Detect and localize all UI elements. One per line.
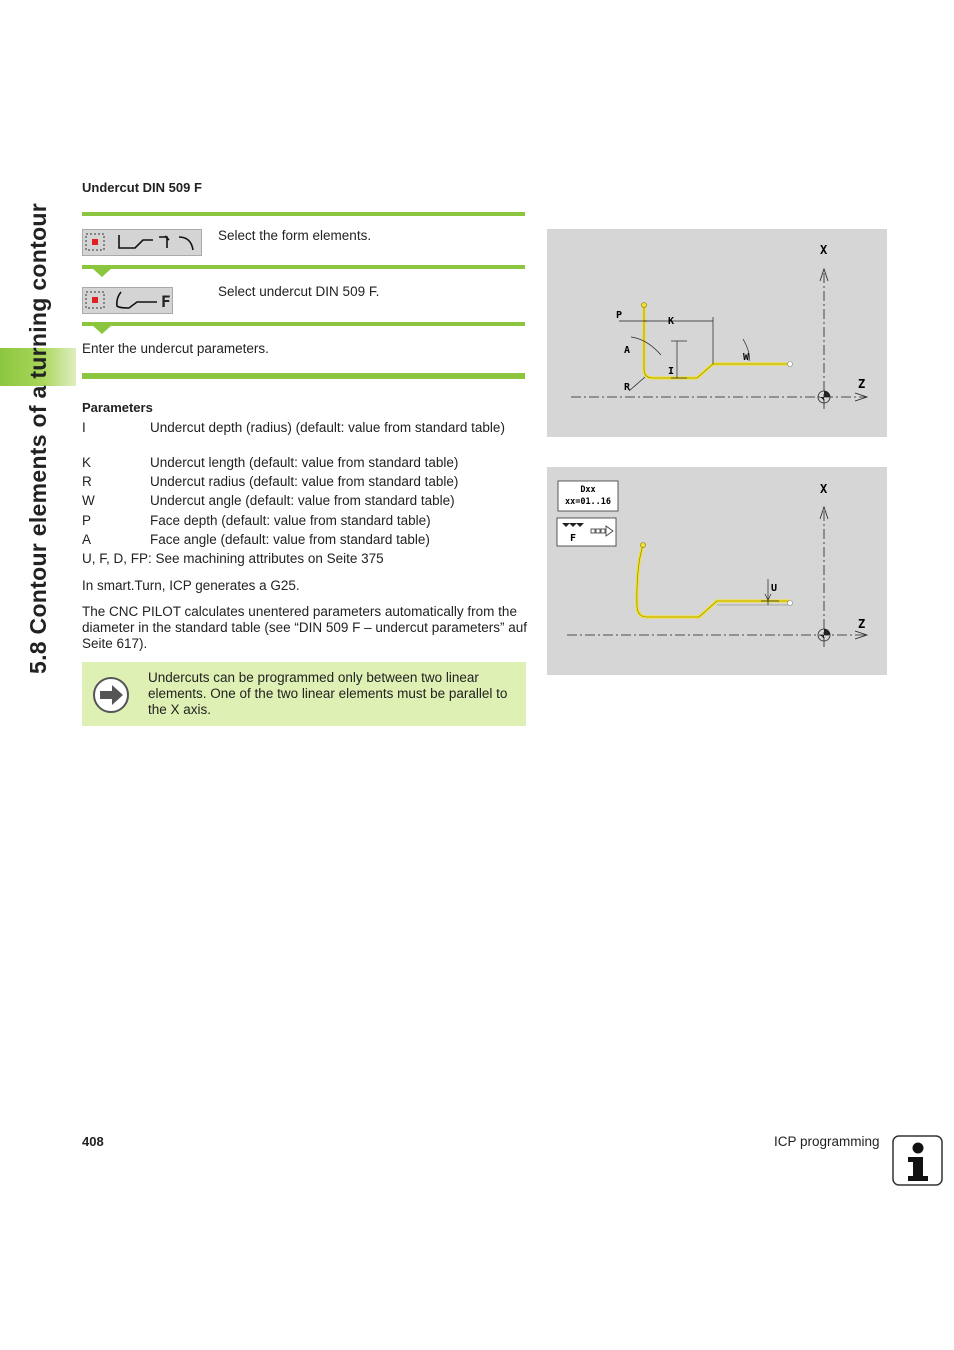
dxx-label: Dxx — [580, 485, 596, 495]
dim-label-i: I — [668, 366, 675, 377]
dim-label-u: U — [771, 583, 778, 594]
parameter-key: A — [82, 532, 92, 547]
parameter-key: I — [82, 420, 86, 435]
parameter-desc: Undercut length (default: value from standard table) — [150, 455, 459, 470]
undercut-figure-1 — [547, 229, 887, 437]
info-icon — [892, 1135, 943, 1186]
parameter-key: P — [82, 513, 92, 528]
axis-z-label: Z — [858, 377, 866, 391]
chapter-title: 5.8 Contour elements of a turning contour — [25, 202, 52, 674]
form-elements-softkey-icon — [83, 230, 201, 255]
note-box — [82, 662, 526, 726]
paragraph: The CNC PILOT calculates unentered parameters automatically from the diameter in the standard table (see “DIN 509 F – undercut parameters” auf Seite 617). — [82, 604, 527, 651]
undercut-figure-2 — [547, 467, 887, 675]
undercut-din509f-softkey-icon — [83, 288, 172, 313]
step-divider — [82, 322, 525, 326]
dxx-range-label: xx=01..16 — [564, 497, 612, 507]
parameter-desc: Face angle (default: value from standard table) — [150, 532, 430, 547]
undercut-figure-1-drawing — [547, 229, 887, 437]
arrow-right-icon — [92, 676, 130, 714]
step-1-text: Select the form elements. — [218, 228, 372, 243]
dim-label-p: P — [616, 310, 623, 321]
note-text: Undercuts can be programmed only between two linear elements. One of the two linear elements must be parallel to the X axis. — [148, 670, 508, 717]
step-arrow — [92, 268, 112, 277]
parameter-key: K — [82, 455, 92, 470]
parameters-extra: U, F, D, FP: See machining attributes on Seite 375 — [82, 551, 384, 566]
step-3-text: Enter the undercut parameters. — [82, 341, 269, 356]
step-divider — [82, 212, 525, 216]
parameter-desc: Face depth (default: value from standard table) — [150, 513, 431, 528]
parameter-desc: Undercut depth (radius) (default: value from standard table) — [150, 420, 505, 435]
parameters-heading: Parameters — [82, 400, 153, 415]
undercut-figure-2-drawing — [547, 467, 887, 675]
axis-z-label: Z — [858, 617, 866, 631]
dim-label-a: A — [624, 345, 631, 356]
parameter-key: R — [82, 474, 92, 489]
footer-title: ICP programming — [774, 1134, 880, 1149]
step-divider — [82, 373, 525, 379]
parameter-desc: Undercut angle (default: value from standard table) — [150, 493, 455, 508]
step-arrow — [92, 325, 112, 334]
softkey-f-label: F — [161, 292, 171, 311]
page-number: 408 — [82, 1134, 104, 1149]
step-2-text: Select undercut DIN 509 F. — [218, 284, 380, 299]
parameter-key: W — [82, 493, 95, 508]
step-divider — [82, 265, 525, 269]
f-label: F — [570, 533, 577, 544]
section-heading: Undercut DIN 509 F — [82, 180, 202, 195]
axis-x-label: X — [820, 243, 828, 257]
axis-x-label: X — [820, 482, 828, 496]
parameter-desc: Undercut radius (default: value from standard table) — [150, 474, 459, 489]
paragraph: In smart.Turn, ICP generates a G25. — [82, 578, 300, 593]
chapter-title-vertical — [22, 180, 56, 696]
dim-label-k: K — [668, 316, 675, 327]
dim-label-r: R — [624, 382, 631, 393]
undercut-din509f-softkey[interactable] — [82, 287, 173, 314]
form-elements-softkey[interactable] — [82, 229, 202, 256]
dim-label-w: W — [743, 352, 750, 363]
